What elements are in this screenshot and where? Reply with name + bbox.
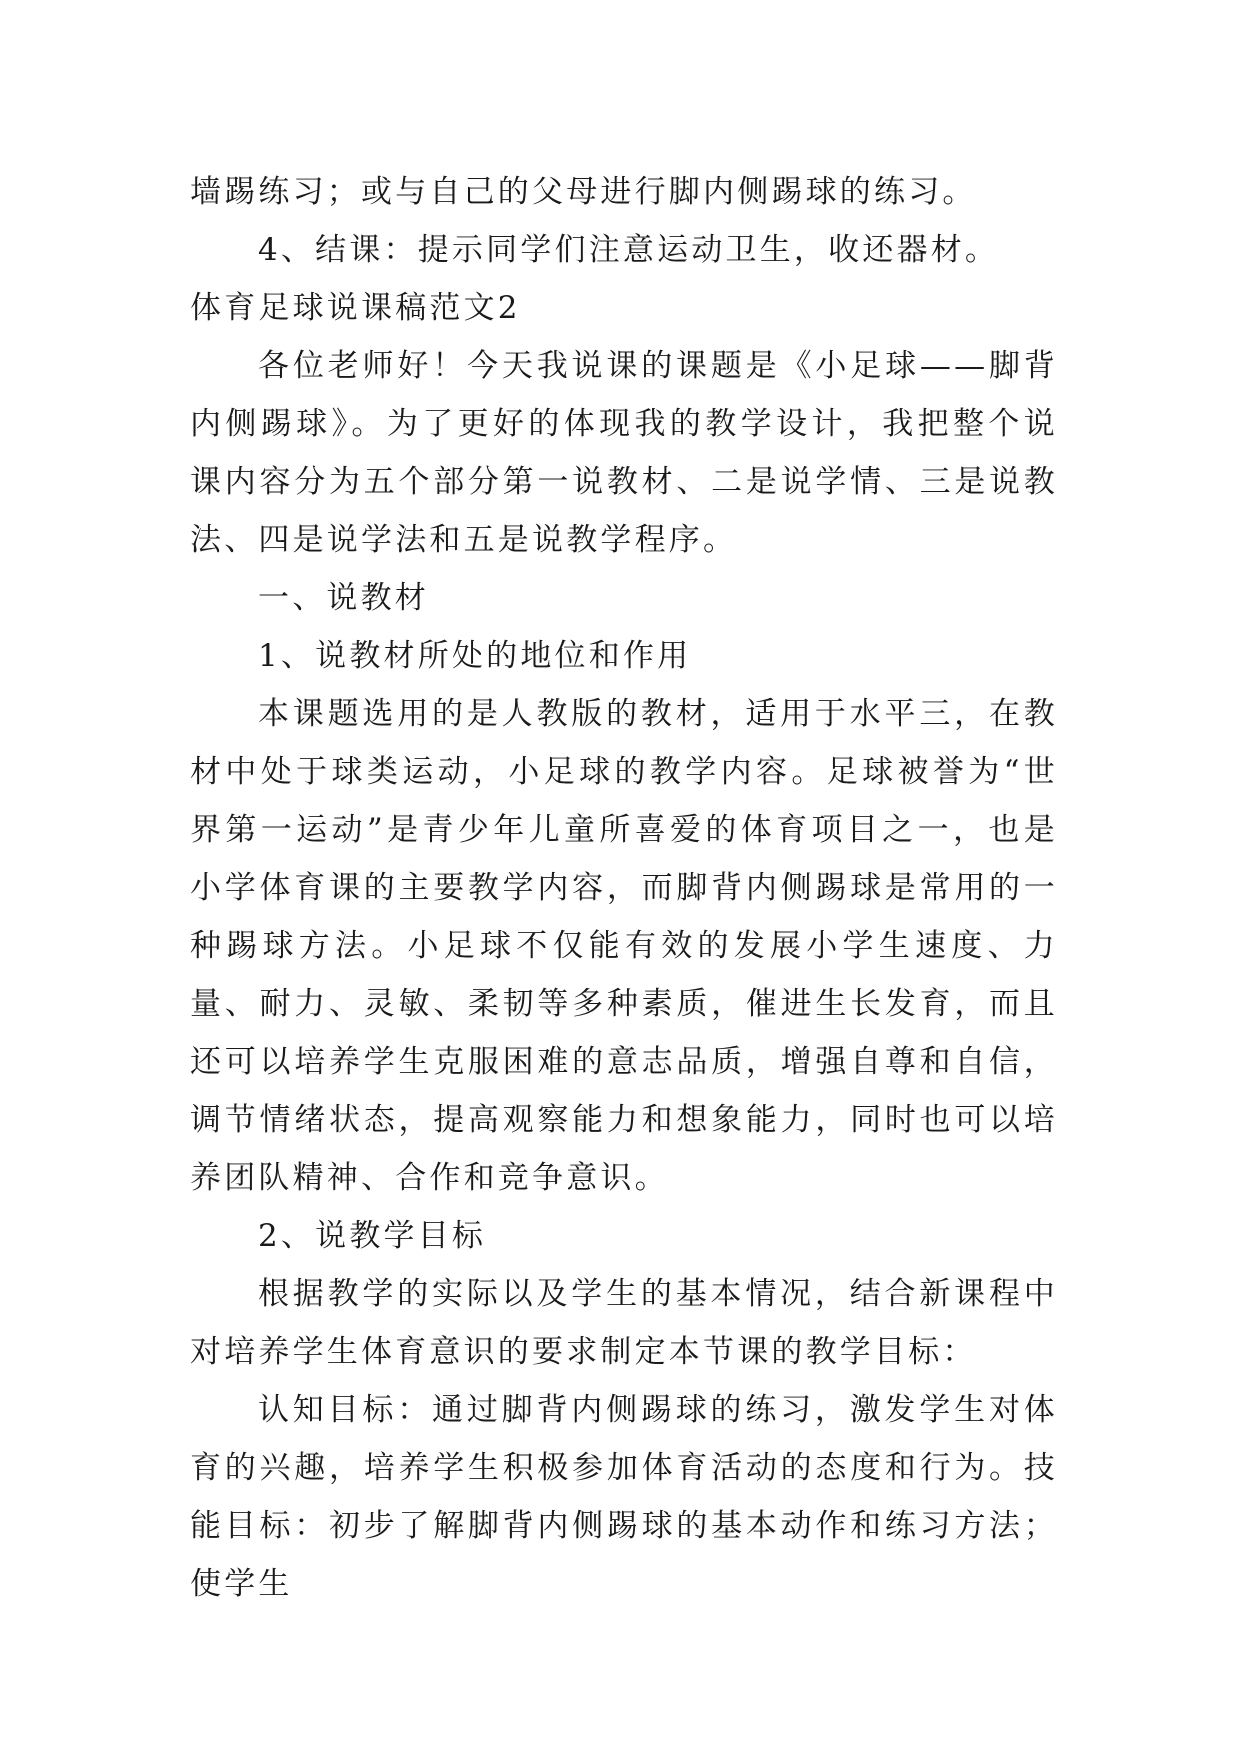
paragraph-closing-step: 4、结课：提示同学们注意运动卫生，收还器材。 bbox=[258, 232, 1000, 268]
section-title: 体育足球说课稿范文2 bbox=[190, 290, 521, 326]
heading-teaching-material: 一、说教材 bbox=[258, 580, 429, 616]
document-body bbox=[190, 163, 1058, 1613]
paragraph-cognitive-goals: 认知目标：通过脚背内侧踢球的练习，激发学生对体育的兴趣，培养学生积极参加体育活动的态度和行为。技能目标：初步了解脚背内侧踢球的基本动作和练习方法；使学生 bbox=[190, 1392, 1058, 1602]
paragraph-intro: 各位老师好！今天我说课的课题是《小足球——脚背内侧踢球》。为了更好的体现我的教学设计，我把整个说课内容分为五个部分第一说教材、二是说学情、三是说教法、四是说学法和五是说教学程序。 bbox=[190, 348, 1058, 558]
paragraph-material-description: 本课题选用的是人教版的教材，适用于水平三，在教材中处于球类运动，小足球的教学内容。足球被誉为“世界第一运动”是青少年儿童所喜爱的体育项目之一，也是小学体育课的主要教学内容，而脚背内侧踢球是常用的一种踢球方法。小足球不仅能有效的发展小学生速度、力量、耐力、灵敏、柔韧等多种素质，催进生长发育，而且还可以培养学生克服困难的意志品质，增强自尊和自信，调节情绪状态，提高观察能力和想象能力，同时也可以培养团队精神、合作和竞争意识。 bbox=[190, 696, 1058, 1196]
paragraph-goals-basis: 根据教学的实际以及学生的基本情况，结合新课程中对培养学生体育意识的要求制定本节课的教学目标： bbox=[190, 1276, 1058, 1370]
paragraph-continuation: 墙踢练习；或与自己的父母进行脚内侧踢球的练习。 bbox=[190, 174, 977, 210]
subheading-teaching-goals: 2、说教学目标 bbox=[258, 1218, 487, 1254]
subheading-material-role: 1、说教材所处的地位和作用 bbox=[258, 638, 692, 674]
